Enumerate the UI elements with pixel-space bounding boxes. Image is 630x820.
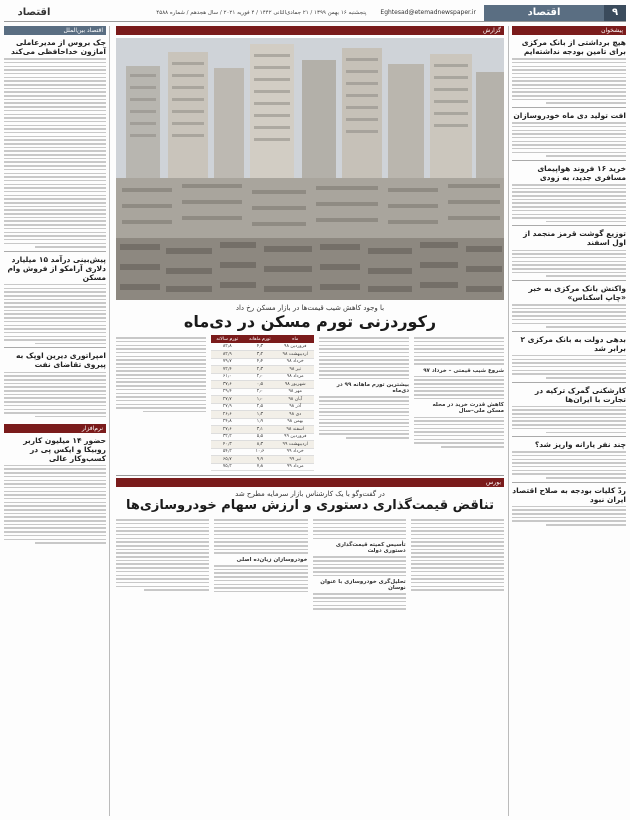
table-row xyxy=(211,441,314,449)
article-subhead: تأسیس کمیته قیمت‌گذاری دستوری دولت xyxy=(335,542,406,555)
table-row xyxy=(211,358,314,366)
table-cell: ۲۷٫۶ xyxy=(211,426,244,434)
section-title: اقتصاد xyxy=(484,5,604,21)
table-cell: ۱٫۹ xyxy=(244,418,276,426)
table-cell: ۲٫۵ xyxy=(244,403,276,411)
table-row xyxy=(211,373,314,381)
table-row xyxy=(211,418,314,426)
news-item xyxy=(4,436,106,544)
table-cell: فروردین ۹۸ xyxy=(276,343,314,351)
news-title[interactable]: هیچ برداشتی از بانک مرکزی برای تامین بودجه نداشته‌ایم xyxy=(521,38,626,56)
table-cell: ۱٫۳ xyxy=(244,411,276,419)
article-subhead: خودروسازان زیان‌ده اصلی xyxy=(236,556,308,563)
table-cell: ۳٫۱ xyxy=(244,426,276,434)
table-row xyxy=(211,381,314,389)
table-cell: فروردین ۹۹ xyxy=(276,433,314,441)
body-text xyxy=(512,58,626,104)
body-text xyxy=(512,355,626,379)
news-title[interactable]: حضور ۱۴ میلیون کاربر روبیکا و ایکس پی در کسب‌وکار عالی xyxy=(23,435,106,463)
bourse-section xyxy=(116,475,504,612)
news-title[interactable]: واکنش بانک مرکزی به خبر «چاپ اسکناس» xyxy=(528,283,626,302)
table-row xyxy=(211,426,314,434)
table-row xyxy=(211,366,314,374)
housing-photo xyxy=(116,38,504,300)
article-subhead: تحلیل‌گری خودروسازی با عنوان نوسان xyxy=(320,579,406,592)
body-text xyxy=(4,58,106,248)
news-item xyxy=(4,38,106,248)
table-cell: ۶۵٫۷ xyxy=(211,456,244,464)
table-cell: اسفند ۹۸ xyxy=(276,426,314,434)
table-cell: ۳۷٫۶ xyxy=(211,381,244,389)
news-title[interactable]: کارشکنی گمرک ترکیه در تجارت با ایران‌ها xyxy=(534,385,626,404)
table-cell: آبان ۹۸ xyxy=(276,396,314,404)
table-body xyxy=(211,343,314,471)
column-tag: اقتصاد بین‌الملل xyxy=(4,26,106,35)
body-text xyxy=(512,250,626,277)
body-text xyxy=(512,304,626,328)
table-cell: ۲٫۰ xyxy=(244,388,276,396)
article-subhead: بیشترین تورم ماهانه ۹۹ در دی‌ماه xyxy=(336,382,410,395)
table-cell: ۴٫۳ xyxy=(244,343,276,351)
table-cell: آذر ۹۸ xyxy=(276,403,314,411)
table-cell: ۵۴٫۲ xyxy=(211,448,244,456)
news-item xyxy=(512,229,626,277)
dateline: پنجشنبه ۱۶ بهمن ۱۳۹۹ / ۲۱ جمادی‌الثانی ۱۴۴۲ / ۴ فوریه ۲۰۲۱ / سال هجدهم / شماره ۴۵۸۸ xyxy=(156,9,367,16)
article-column xyxy=(411,517,504,612)
table-cell: خرداد ۹۸ xyxy=(276,358,314,366)
body-text xyxy=(512,451,626,478)
bourse-kicker: در گفت‌وگو با یک کارشناس بازار سرمایه مطرح شد xyxy=(235,490,385,498)
news-title[interactable]: ردّ کلیات بودجه به صلاح اقتصاد ایران نبود xyxy=(512,485,626,504)
news-title[interactable]: جک بروس از مدیرعاملی آمازون خداحافظی می‌کند xyxy=(11,38,106,56)
table-cell: ۱۰٫۶ xyxy=(244,448,276,456)
table-cell: دی ۹۸ xyxy=(276,411,314,419)
news-item xyxy=(512,284,626,328)
body-text xyxy=(4,372,106,418)
table-cell: ۲٫۰ xyxy=(244,373,276,381)
table-cell: ۲۹٫۴ xyxy=(211,388,244,396)
column-tag: نرم‌افزار xyxy=(4,424,106,433)
table-row xyxy=(211,456,314,464)
table-cell: اردیبهشت ۹۹ xyxy=(276,441,314,449)
news-title[interactable]: بدهی دولت به بانک مرکزی ۲ برابر شد xyxy=(520,334,626,353)
table-cell: ۳۲٫۲ xyxy=(211,433,244,441)
newspaper-logo xyxy=(4,5,64,21)
table-cell: ۹٫۹ xyxy=(244,456,276,464)
news-item xyxy=(512,486,626,526)
logo-text: اقتصاد xyxy=(17,7,51,18)
news-item xyxy=(512,111,626,157)
table-row xyxy=(211,463,314,471)
body-text xyxy=(512,406,626,433)
table-cell: ۰٫۵ xyxy=(244,381,276,389)
news-item xyxy=(4,351,106,417)
news-title[interactable]: توزیع گوشت قرمز منجمد از اول اسفند xyxy=(523,229,626,248)
table-cell: مرداد ۹۸ xyxy=(276,373,314,381)
table-row xyxy=(211,343,314,351)
article-column xyxy=(116,335,206,471)
table-row xyxy=(211,388,314,396)
article-kicker: با وجود کاهش شیب قیمت‌ها در بازار مسکن رخ داد xyxy=(235,304,385,312)
article-subhead: شروع شیب قیمتی – خرداد ۹۷ xyxy=(423,367,504,374)
news-item xyxy=(512,38,626,104)
article-subhead: کاهش قدرت خرید در محله مسکن ملی–سال xyxy=(432,402,504,415)
table-cell: ۲٫۳ xyxy=(244,366,276,374)
table-cell: مهر ۹۸ xyxy=(276,388,314,396)
contact-email[interactable]: Eghtesad@etemadnewspaper.ir xyxy=(380,9,476,16)
news-item xyxy=(512,335,626,379)
article-column xyxy=(214,517,307,612)
article-column xyxy=(116,517,209,612)
table-cell: ۲۷٫۹ xyxy=(211,403,244,411)
table-cell: خرداد ۹۹ xyxy=(276,448,314,456)
table-cell: شهریور ۹۸ xyxy=(276,381,314,389)
apartment-buildings-image xyxy=(116,38,504,300)
news-item xyxy=(512,164,626,223)
table-row xyxy=(211,403,314,411)
table-cell: ۲۴٫۸ xyxy=(211,418,244,426)
news-title[interactable]: امپراتوری دیرین اوپک به پیروی تقاضای نفت xyxy=(15,351,106,370)
table-cell: ۲۶٫۶ xyxy=(211,411,244,419)
article-headline[interactable]: رکوردزنی تورم مسکن در دی‌ماه xyxy=(183,312,437,331)
news-item xyxy=(512,440,626,479)
body-text xyxy=(4,284,106,345)
body-text xyxy=(512,506,626,526)
bourse-tag: بورس xyxy=(116,478,504,487)
report-tag: گزارش xyxy=(116,26,504,35)
article-column xyxy=(414,335,504,471)
table-cell: بهمن ۹۸ xyxy=(276,418,314,426)
inflation-table-box xyxy=(211,335,314,471)
table-cell: ۳٫۲ xyxy=(244,351,276,359)
left-news-column xyxy=(4,26,110,816)
table-cell: ۴۰٫۳ xyxy=(211,441,244,449)
table-row xyxy=(211,396,314,404)
table-cell: ۲۷٫۷ xyxy=(211,396,244,404)
table-header: ماه xyxy=(276,335,314,343)
table-cell: ۶۱٫۰ xyxy=(211,373,244,381)
table-header: تورم سالانه xyxy=(211,335,244,343)
article-column xyxy=(313,517,406,612)
article-column xyxy=(319,335,409,471)
table-cell: اردیبهشت ۹۸ xyxy=(276,351,314,359)
table-cell: ۷۲٫۴ xyxy=(211,366,244,374)
table-cell: ۸۲٫۹ xyxy=(211,351,244,359)
table-cell: ۸٫۳ xyxy=(244,441,276,449)
table-cell: تیر ۹۸ xyxy=(276,366,314,374)
inflation-table xyxy=(211,335,314,471)
table-cell: مرداد ۹۹ xyxy=(276,463,314,471)
news-item xyxy=(4,255,106,345)
main-content xyxy=(116,26,504,816)
page-number: ۹ xyxy=(604,5,626,21)
body-text xyxy=(512,122,626,157)
table-cell: ۵٫۵ xyxy=(244,433,276,441)
table-cell: ۷٫۸ xyxy=(244,463,276,471)
news-item xyxy=(512,386,626,434)
table-row xyxy=(211,448,314,456)
page-header xyxy=(4,4,626,22)
news-title[interactable]: پیش‌بینی درآمد ۱۵ میلیارد دلاری آرامکو از فروش وام مسکن xyxy=(7,254,106,282)
table-row xyxy=(211,351,314,359)
news-title[interactable]: افت تولید دی ماه خودروسازان xyxy=(513,110,626,120)
article-body xyxy=(116,335,504,471)
table-cell: ۴٫۴ xyxy=(244,358,276,366)
body-text xyxy=(512,184,626,222)
table-cell: ۸۲٫۸ xyxy=(211,343,244,351)
body-text xyxy=(4,465,106,544)
news-title[interactable]: چند نفر یارانه واریز شد؟ xyxy=(534,440,626,449)
table-header: تورم ماهانه xyxy=(244,335,276,343)
table-cell: ۷۹٫۷ xyxy=(211,358,244,366)
table-cell: ۱٫۰ xyxy=(244,396,276,404)
bourse-body xyxy=(116,517,504,612)
table-row xyxy=(211,433,314,441)
news-title[interactable]: خرید ۱۶ فروند هواپیمای مسافری جدید، به زودی xyxy=(537,163,626,182)
right-news-column xyxy=(508,26,626,816)
table-row xyxy=(211,411,314,419)
table-cell: ۷۵٫۲ xyxy=(211,463,244,471)
bourse-headline[interactable]: تناقض قیمت‌گذاری دستوری و ارزش سهام خودروسازی‌ها xyxy=(126,498,494,513)
table-cell: تیر ۹۹ xyxy=(276,456,314,464)
column-tag: پیشخوان xyxy=(512,26,626,35)
